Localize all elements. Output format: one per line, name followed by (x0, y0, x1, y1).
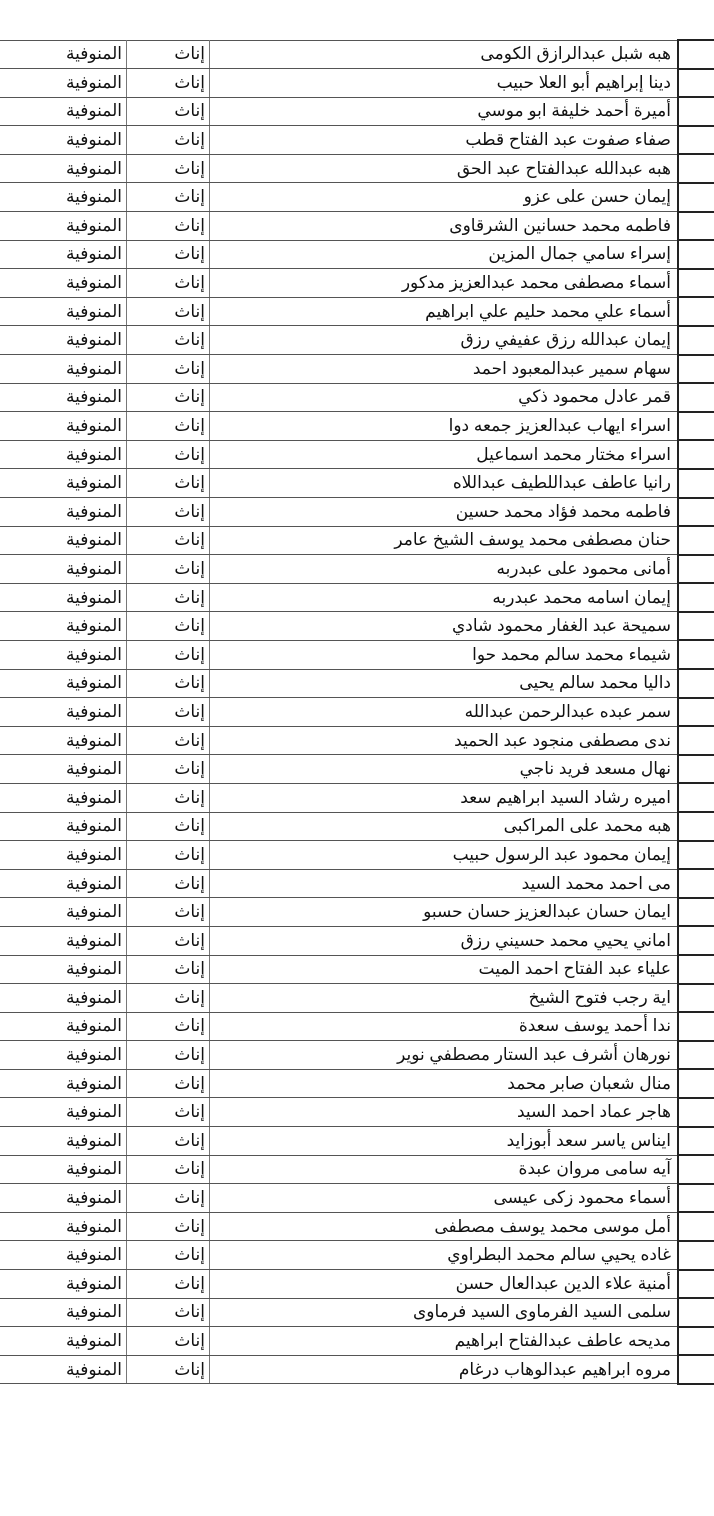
table-row (0, 1041, 714, 1070)
name-cell[interactable]: أمل موسى محمد يوسف مصطفى (210, 1212, 679, 1241)
gender-cell[interactable]: إناث (127, 526, 210, 555)
blank-cell[interactable] (678, 984, 714, 1013)
governorate-cell[interactable]: المنوفية (0, 269, 127, 298)
name-cell[interactable]: مروه ابراهيم عبدالوهاب درغام (210, 1355, 679, 1384)
governorate-cell[interactable]: المنوفية (0, 555, 127, 584)
blank-cell[interactable] (678, 212, 714, 241)
name-cell[interactable]: أسماء مصطفى محمد عبدالعزيز مدكور (210, 269, 679, 298)
blank-cell[interactable] (678, 440, 714, 469)
governorate-cell[interactable]: المنوفية (0, 1212, 127, 1241)
blank-cell[interactable] (678, 469, 714, 498)
table-row (0, 97, 714, 126)
governorate-cell[interactable]: المنوفية (0, 1327, 127, 1356)
governorate-cell[interactable]: المنوفية (0, 1098, 127, 1127)
gender-cell[interactable]: إناث (127, 269, 210, 298)
table-row (0, 755, 714, 784)
name-cell[interactable]: هاجر عماد احمد السيد (210, 1098, 679, 1127)
name-cell[interactable]: رانيا عاطف عبداللطيف عبداللاه (210, 469, 679, 498)
table-row (0, 1069, 714, 1098)
name-cell[interactable]: أسماء محمود زكى عيسى (210, 1184, 679, 1213)
table-row (0, 1012, 714, 1041)
gender-cell[interactable]: إناث (127, 869, 210, 898)
name-cell[interactable]: أميرة أحمد خليفة ابو موسي (210, 97, 679, 126)
governorate-cell[interactable]: المنوفية (0, 1241, 127, 1270)
table-row (0, 412, 714, 441)
governorate-cell[interactable]: المنوفية (0, 1041, 127, 1070)
gender-cell[interactable]: إناث (127, 40, 210, 69)
name-cell[interactable]: اماني يحيي محمد حسيني رزق (210, 926, 679, 955)
table-row (0, 669, 714, 698)
table-row (0, 440, 714, 469)
blank-cell[interactable] (678, 69, 714, 98)
governorate-cell[interactable]: المنوفية (0, 669, 127, 698)
governorate-cell[interactable]: المنوفية (0, 240, 127, 269)
table-row (0, 126, 714, 155)
governorate-cell[interactable]: المنوفية (0, 955, 127, 984)
governorate-cell[interactable]: المنوفية (0, 126, 127, 155)
table-row (0, 1127, 714, 1156)
blank-cell[interactable] (678, 40, 714, 69)
blank-cell[interactable] (678, 498, 714, 527)
gender-cell[interactable]: إناث (127, 1212, 210, 1241)
name-cell[interactable]: قمر عادل محمود ذكي (210, 383, 679, 412)
gender-cell[interactable]: إناث (127, 498, 210, 527)
gender-cell[interactable]: إناث (127, 1184, 210, 1213)
table-row (0, 69, 714, 98)
name-cell[interactable]: داليا محمد سالم يحيى (210, 669, 679, 698)
gender-cell[interactable]: إناث (127, 1155, 210, 1184)
name-cell[interactable]: اية رجب فتوح الشيخ (210, 984, 679, 1013)
gender-cell[interactable]: إناث (127, 212, 210, 241)
gender-cell[interactable]: إناث (127, 1069, 210, 1098)
gender-cell[interactable]: إناث (127, 698, 210, 727)
name-cell[interactable]: هبه عبدالله عبدالفتاح عبد الحق (210, 154, 679, 183)
blank-cell[interactable] (678, 240, 714, 269)
name-cell[interactable]: اسراء مختار محمد اسماعيل (210, 440, 679, 469)
name-cell[interactable]: نهال مسعد فريد ناجي (210, 755, 679, 784)
name-cell[interactable]: أسماء علي محمد حليم علي ابراهيم (210, 297, 679, 326)
blank-cell[interactable] (678, 412, 714, 441)
name-cell[interactable]: سلمى السيد الفرماوى السيد فرماوى (210, 1298, 679, 1327)
governorate-cell[interactable]: المنوفية (0, 726, 127, 755)
blank-cell[interactable] (678, 1098, 714, 1127)
name-cell[interactable]: حنان مصطفى محمد يوسف الشيخ عامر (210, 526, 679, 555)
name-cell[interactable]: إيمان حسن على عزو (210, 183, 679, 212)
gender-cell[interactable]: إناث (127, 1041, 210, 1070)
blank-cell[interactable] (678, 526, 714, 555)
gender-cell[interactable]: إناث (127, 955, 210, 984)
gender-cell[interactable]: إناث (127, 1327, 210, 1356)
gender-cell[interactable]: إناث (127, 583, 210, 612)
blank-cell[interactable] (678, 326, 714, 355)
gender-cell[interactable]: إناث (127, 1355, 210, 1384)
name-cell[interactable]: نورهان أشرف عبد الستار مصطفي نوير (210, 1041, 679, 1070)
gender-cell[interactable]: إناث (127, 555, 210, 584)
blank-cell[interactable] (678, 555, 714, 584)
name-cell[interactable]: ندى مصطفى منجود عبد الحميد (210, 726, 679, 755)
gender-cell[interactable]: إناث (127, 183, 210, 212)
governorate-cell[interactable]: المنوفية (0, 1298, 127, 1327)
governorate-cell[interactable]: المنوفية (0, 1069, 127, 1098)
blank-cell[interactable] (678, 1241, 714, 1270)
governorate-cell[interactable]: المنوفية (0, 326, 127, 355)
governorate-cell[interactable]: المنوفية (0, 698, 127, 727)
name-cell[interactable]: سهام سمير عبدالمعبود احمد (210, 355, 679, 384)
gender-cell[interactable]: إناث (127, 755, 210, 784)
governorate-cell[interactable]: المنوفية (0, 469, 127, 498)
governorate-cell[interactable]: المنوفية (0, 183, 127, 212)
gender-cell[interactable]: إناث (127, 154, 210, 183)
gender-cell[interactable]: إناث (127, 69, 210, 98)
governorate-cell[interactable]: المنوفية (0, 583, 127, 612)
blank-cell[interactable] (678, 583, 714, 612)
governorate-cell[interactable]: المنوفية (0, 440, 127, 469)
table-row (0, 1355, 714, 1384)
blank-cell[interactable] (678, 841, 714, 870)
blank-cell[interactable] (678, 1212, 714, 1241)
table-row (0, 898, 714, 927)
blank-cell[interactable] (678, 297, 714, 326)
governorate-cell[interactable]: المنوفية (0, 412, 127, 441)
governorate-cell[interactable]: المنوفية (0, 526, 127, 555)
blank-cell[interactable] (678, 955, 714, 984)
governorate-cell[interactable]: المنوفية (0, 898, 127, 927)
blank-cell[interactable] (678, 97, 714, 126)
governorate-cell[interactable]: المنوفية (0, 984, 127, 1013)
table-row (0, 40, 714, 69)
name-cell[interactable]: مديحه عاطف عبدالفتاح ابراهيم (210, 1327, 679, 1356)
table-row (0, 383, 714, 412)
table-row (0, 841, 714, 870)
blank-cell[interactable] (678, 1355, 714, 1384)
table-row (0, 640, 714, 669)
governorate-cell[interactable]: المنوفية (0, 383, 127, 412)
blank-cell[interactable] (678, 898, 714, 927)
gender-cell[interactable]: إناث (127, 1270, 210, 1299)
table-row (0, 555, 714, 584)
gender-cell[interactable]: إناث (127, 841, 210, 870)
name-cell[interactable]: اميره رشاد السيد ابراهيم سعد (210, 783, 679, 812)
table-row (0, 583, 714, 612)
governorate-cell[interactable]: المنوفية (0, 926, 127, 955)
table-row (0, 1270, 714, 1299)
name-cell[interactable]: هبه شبل عبدالرازق الكومى (210, 40, 679, 69)
table-row (0, 498, 714, 527)
name-cell[interactable]: آيه سامى مروان عبدة (210, 1155, 679, 1184)
governorate-cell[interactable]: المنوفية (0, 154, 127, 183)
table-row (0, 269, 714, 298)
blank-cell[interactable] (678, 1155, 714, 1184)
table-row (0, 1298, 714, 1327)
name-cell[interactable]: منال شعبان صابر محمد (210, 1069, 679, 1098)
name-cell[interactable]: دينا إبراهيم أبو العلا حبيب (210, 69, 679, 98)
gender-cell[interactable]: إناث (127, 412, 210, 441)
gender-cell[interactable]: إناث (127, 1298, 210, 1327)
table-row (0, 926, 714, 955)
governorate-cell[interactable]: المنوفية (0, 97, 127, 126)
name-cell[interactable]: إيمان عبدالله رزق عفيفي رزق (210, 326, 679, 355)
table-row (0, 955, 714, 984)
blank-cell[interactable] (678, 926, 714, 955)
name-cell[interactable]: اسراء ايهاب عبدالعزيز جمعه دوا (210, 412, 679, 441)
gender-cell[interactable]: إناث (127, 297, 210, 326)
name-cell[interactable]: أمنية علاء الدين عبدالعال حسن (210, 1270, 679, 1299)
table-row (0, 326, 714, 355)
name-cell[interactable]: سمر عبده عبدالرحمن عبدالله (210, 698, 679, 727)
gender-cell[interactable]: إناث (127, 383, 210, 412)
governorate-cell[interactable]: المنوفية (0, 1184, 127, 1213)
blank-cell[interactable] (678, 1012, 714, 1041)
governorate-cell[interactable]: المنوفية (0, 1012, 127, 1041)
name-cell[interactable]: إيمان محمود عبد الرسول حبيب (210, 841, 679, 870)
table-row (0, 154, 714, 183)
blank-cell[interactable] (678, 126, 714, 155)
gender-cell[interactable]: إناث (127, 1098, 210, 1127)
table-row (0, 1155, 714, 1184)
blank-cell[interactable] (678, 612, 714, 641)
table-row (0, 612, 714, 641)
table-row (0, 240, 714, 269)
governorate-cell[interactable]: المنوفية (0, 869, 127, 898)
blank-cell[interactable] (678, 183, 714, 212)
gender-cell[interactable]: إناث (127, 984, 210, 1013)
gender-cell[interactable]: إناث (127, 612, 210, 641)
gender-cell[interactable]: إناث (127, 469, 210, 498)
blank-cell[interactable] (678, 269, 714, 298)
name-cell[interactable]: هبه محمد على المراكبى (210, 812, 679, 841)
table-row (0, 1212, 714, 1241)
name-cell[interactable]: فاطمه محمد فؤاد محمد حسين (210, 498, 679, 527)
name-cell[interactable]: إسراء سامي جمال المزين (210, 240, 679, 269)
governorate-cell[interactable]: المنوفية (0, 640, 127, 669)
table-row (0, 1184, 714, 1213)
gender-cell[interactable]: إناث (127, 926, 210, 955)
governorate-cell[interactable]: المنوفية (0, 1355, 127, 1384)
table-row (0, 783, 714, 812)
table-row (0, 469, 714, 498)
blank-cell[interactable] (678, 783, 714, 812)
blank-cell[interactable] (678, 1069, 714, 1098)
blank-cell[interactable] (678, 640, 714, 669)
gender-cell[interactable]: إناث (127, 1012, 210, 1041)
governorate-cell[interactable]: المنوفية (0, 498, 127, 527)
name-cell[interactable]: مى احمد محمد السيد (210, 869, 679, 898)
governorate-cell[interactable]: المنوفية (0, 755, 127, 784)
blank-cell[interactable] (678, 698, 714, 727)
table-row (0, 812, 714, 841)
gender-cell[interactable]: إناث (127, 783, 210, 812)
blank-cell[interactable] (678, 154, 714, 183)
governorate-cell[interactable]: المنوفية (0, 1270, 127, 1299)
governorate-cell[interactable]: المنوفية (0, 40, 127, 69)
blank-cell[interactable] (678, 1184, 714, 1213)
blank-cell[interactable] (678, 1270, 714, 1299)
name-cell[interactable]: إيمان اسامه محمد عبدربه (210, 583, 679, 612)
gender-cell[interactable]: إناث (127, 669, 210, 698)
gender-cell[interactable]: إناث (127, 1127, 210, 1156)
table-row (0, 212, 714, 241)
blank-cell[interactable] (678, 755, 714, 784)
governorate-cell[interactable]: المنوفية (0, 783, 127, 812)
gender-cell[interactable]: إناث (127, 240, 210, 269)
name-cell[interactable]: فاطمه محمد حسانين الشرقاوى (210, 212, 679, 241)
blank-cell[interactable] (678, 1298, 714, 1327)
gender-cell[interactable]: إناث (127, 326, 210, 355)
table-row (0, 526, 714, 555)
gender-cell[interactable]: إناث (127, 355, 210, 384)
table-row (0, 355, 714, 384)
table-row (0, 698, 714, 727)
governorate-cell[interactable]: المنوفية (0, 355, 127, 384)
blank-cell[interactable] (678, 669, 714, 698)
table-row (0, 1098, 714, 1127)
gender-cell[interactable]: إناث (127, 812, 210, 841)
blank-cell[interactable] (678, 1041, 714, 1070)
name-cell[interactable]: ندا أحمد يوسف سعدة (210, 1012, 679, 1041)
table-body (0, 40, 714, 1384)
table-row (0, 297, 714, 326)
gender-cell[interactable]: إناث (127, 1241, 210, 1270)
gender-cell[interactable]: إناث (127, 440, 210, 469)
table-row (0, 984, 714, 1013)
governorate-cell[interactable]: المنوفية (0, 841, 127, 870)
governorate-cell[interactable]: المنوفية (0, 1127, 127, 1156)
blank-cell[interactable] (678, 383, 714, 412)
name-cell[interactable]: صفاء صفوت عبد الفتاح قطب (210, 126, 679, 155)
governorate-cell[interactable]: المنوفية (0, 297, 127, 326)
table-row (0, 726, 714, 755)
name-cell[interactable]: سميحة عبد الغفار محمود شادي (210, 612, 679, 641)
name-cell[interactable]: أمانى محمود على عبدربه (210, 555, 679, 584)
blank-cell[interactable] (678, 726, 714, 755)
name-cell[interactable]: علياء عبد الفتاح احمد الميت (210, 955, 679, 984)
governorate-cell[interactable]: المنوفية (0, 812, 127, 841)
blank-cell[interactable] (678, 1327, 714, 1356)
gender-cell[interactable]: إناث (127, 726, 210, 755)
governorate-cell[interactable]: المنوفية (0, 1155, 127, 1184)
blank-cell[interactable] (678, 355, 714, 384)
governorate-cell[interactable]: المنوفية (0, 212, 127, 241)
governorate-cell[interactable]: المنوفية (0, 612, 127, 641)
gender-cell[interactable]: إناث (127, 97, 210, 126)
name-cell[interactable]: ايمان حسان عبدالعزيز حسان حسبو (210, 898, 679, 927)
name-cell[interactable]: غاده يحيي سالم محمد البطراوي (210, 1241, 679, 1270)
blank-cell[interactable] (678, 812, 714, 841)
gender-cell[interactable]: إناث (127, 898, 210, 927)
spreadsheet (0, 39, 714, 1385)
table-row (0, 869, 714, 898)
table-row (0, 1327, 714, 1356)
blank-cell[interactable] (678, 869, 714, 898)
name-cell[interactable]: شيماء محمد سالم محمد حوا (210, 640, 679, 669)
gender-cell[interactable]: إناث (127, 126, 210, 155)
gender-cell[interactable]: إناث (127, 640, 210, 669)
name-cell[interactable]: ايناس ياسر سعد أبوزايد (210, 1127, 679, 1156)
names-table (0, 39, 714, 1385)
table-row (0, 1241, 714, 1270)
governorate-cell[interactable]: المنوفية (0, 69, 127, 98)
table-row (0, 183, 714, 212)
blank-cell[interactable] (678, 1127, 714, 1156)
